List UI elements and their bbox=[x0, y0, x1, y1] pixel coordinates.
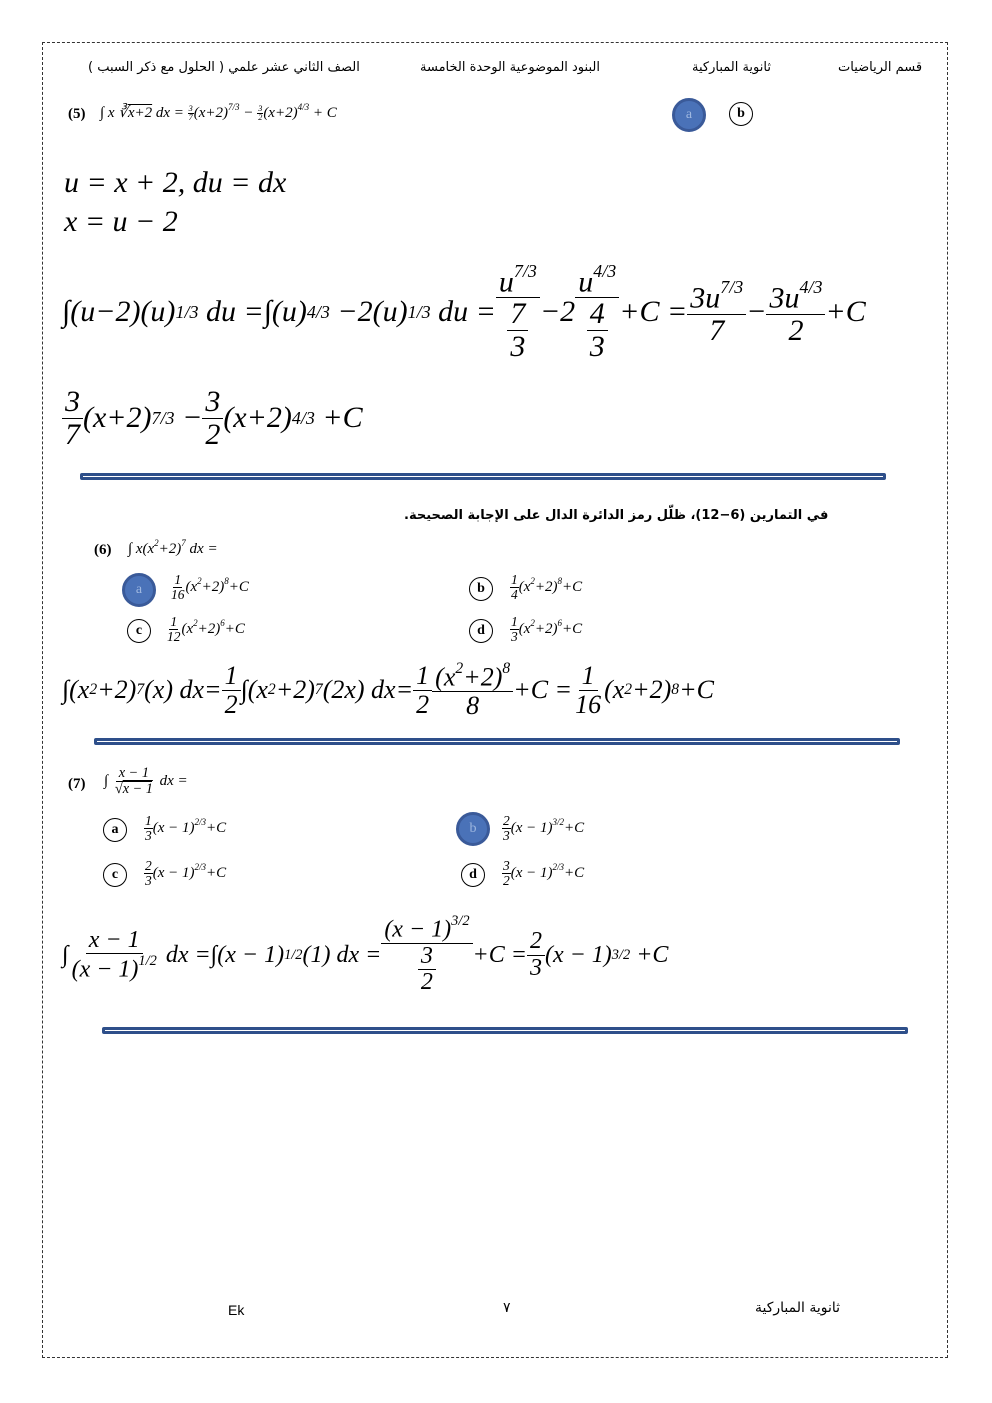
divider-2 bbox=[94, 738, 900, 745]
instruction: في التمارين (6−12)، ظلّل رمز الدائرة الدال على الإجابة الصحيحة. bbox=[404, 508, 829, 523]
q6-option-a[interactable]: a bbox=[122, 573, 156, 607]
q5-sub-line1: u = x + 2, du = dx bbox=[64, 166, 287, 199]
q7-choice-d: $\frac{3}{2}$ $(x - 1)^{2/3}+C$ bbox=[503, 858, 585, 889]
header-unit: البنود الموضوعية الوحدة الخامسة bbox=[420, 60, 600, 75]
q5-statement: ∫ x ∛x+2 dx = $\frac{3}{7}$ $(x+2)^{7/3}$ − $\frac{3}{2}$ $(x+2)^{4/3} + C$ bbox=[100, 102, 337, 123]
q7-solution: ∫ $\frac{x - 1}{(x - 1)^{1/2}}$ dx =∫(x − 1) 1/2 (1) dx = $\frac{(x - 1)^{3/2}}{\frac{3}{2}}$ +C = $\frac{2}{3}$ (x − 1) 3/2 +C bbox=[62, 913, 669, 996]
q6-choice-d: $\frac{1}{3}$ $(x^2+2)^6+C$ bbox=[511, 614, 583, 645]
q7-option-c[interactable]: c bbox=[103, 863, 127, 887]
q6-choice-a: $\frac{1}{16}$ $(x^2+2)^8+C$ bbox=[171, 572, 249, 603]
q6-statement: ∫ $x(x^2+2)^7$ dx = bbox=[128, 538, 218, 558]
q7-choice-a: $\frac{1}{3}$ $(x - 1)^{2/3}+C$ bbox=[145, 813, 227, 844]
q6-solution: ∫(x 2 +2) 7 (x) dx= $\frac{1}{2}$ ∫(x 2 +2) 7 (2x) dx= $\frac{1}{2}$ $\frac{(x^2+2)^8}{8}$ +C = $\frac{1}{16}$ (x 2 +2) 8 +C bbox=[62, 659, 714, 720]
q5-number: (5) bbox=[68, 106, 86, 122]
q5-option-a[interactable]: a bbox=[672, 98, 706, 132]
q5-solution-result: $\frac{3}{7}$ (x+2) 7/3 − $\frac{3}{2}$ (x+2) 4/3 +C bbox=[62, 378, 363, 458]
divider-3 bbox=[102, 1027, 908, 1034]
q7-option-a[interactable]: a bbox=[103, 818, 127, 842]
q5-sub-line2: x = u − 2 bbox=[64, 205, 178, 238]
q6-option-b[interactable]: b bbox=[469, 577, 493, 601]
q6-option-c[interactable]: c bbox=[127, 619, 151, 643]
header-school: ثانوية المباركية bbox=[692, 60, 771, 75]
divider-1 bbox=[80, 473, 886, 480]
q7-number: (7) bbox=[68, 776, 86, 792]
footer-left: Ek bbox=[228, 1302, 245, 1318]
q7-choice-b: $\frac{2}{3}$ $(x - 1)^{3/2}+C$ bbox=[503, 813, 585, 844]
q5-option-b[interactable]: b bbox=[729, 102, 753, 126]
q7-choice-c: $\frac{2}{3}$ $(x - 1)^{2/3}+C$ bbox=[145, 858, 227, 889]
header-dept: قسم الرياضيات bbox=[838, 60, 923, 75]
q7-statement: ∫ $\frac{x - 1}{√x - 1}$ dx = bbox=[104, 765, 188, 797]
q6-choice-c: $\frac{1}{12}$ $(x^2+2)^6+C$ bbox=[167, 614, 245, 645]
q7-option-d[interactable]: d bbox=[461, 863, 485, 887]
q6-choice-b: $\frac{1}{4}$ $(x^2+2)^8+C$ bbox=[511, 572, 583, 603]
q7-option-b[interactable]: b bbox=[456, 812, 490, 846]
header-grade: الصف الثاني عشر علمي ( الحلول مع ذكر السبب ) bbox=[88, 60, 360, 75]
q6-option-d[interactable]: d bbox=[469, 619, 493, 643]
footer-right: ثانوية المباركية bbox=[755, 1300, 841, 1316]
footer-page: ٧ bbox=[503, 1300, 511, 1316]
q6-number: (6) bbox=[94, 542, 112, 558]
q5-solution-integral: ∫(u−2)(u) 1/3 du =∫(u) 4/3 −2(u) 1/3 du = $\frac{u^{7/3}}{\frac{7}{3}}$ −2 $\frac{u^{4/3}}{\frac{4}{3}}$ +C = $\frac{3u^{7/3}}{7}$ − $\frac{3u^{4/3}}{2}$ +C bbox=[62, 260, 866, 363]
